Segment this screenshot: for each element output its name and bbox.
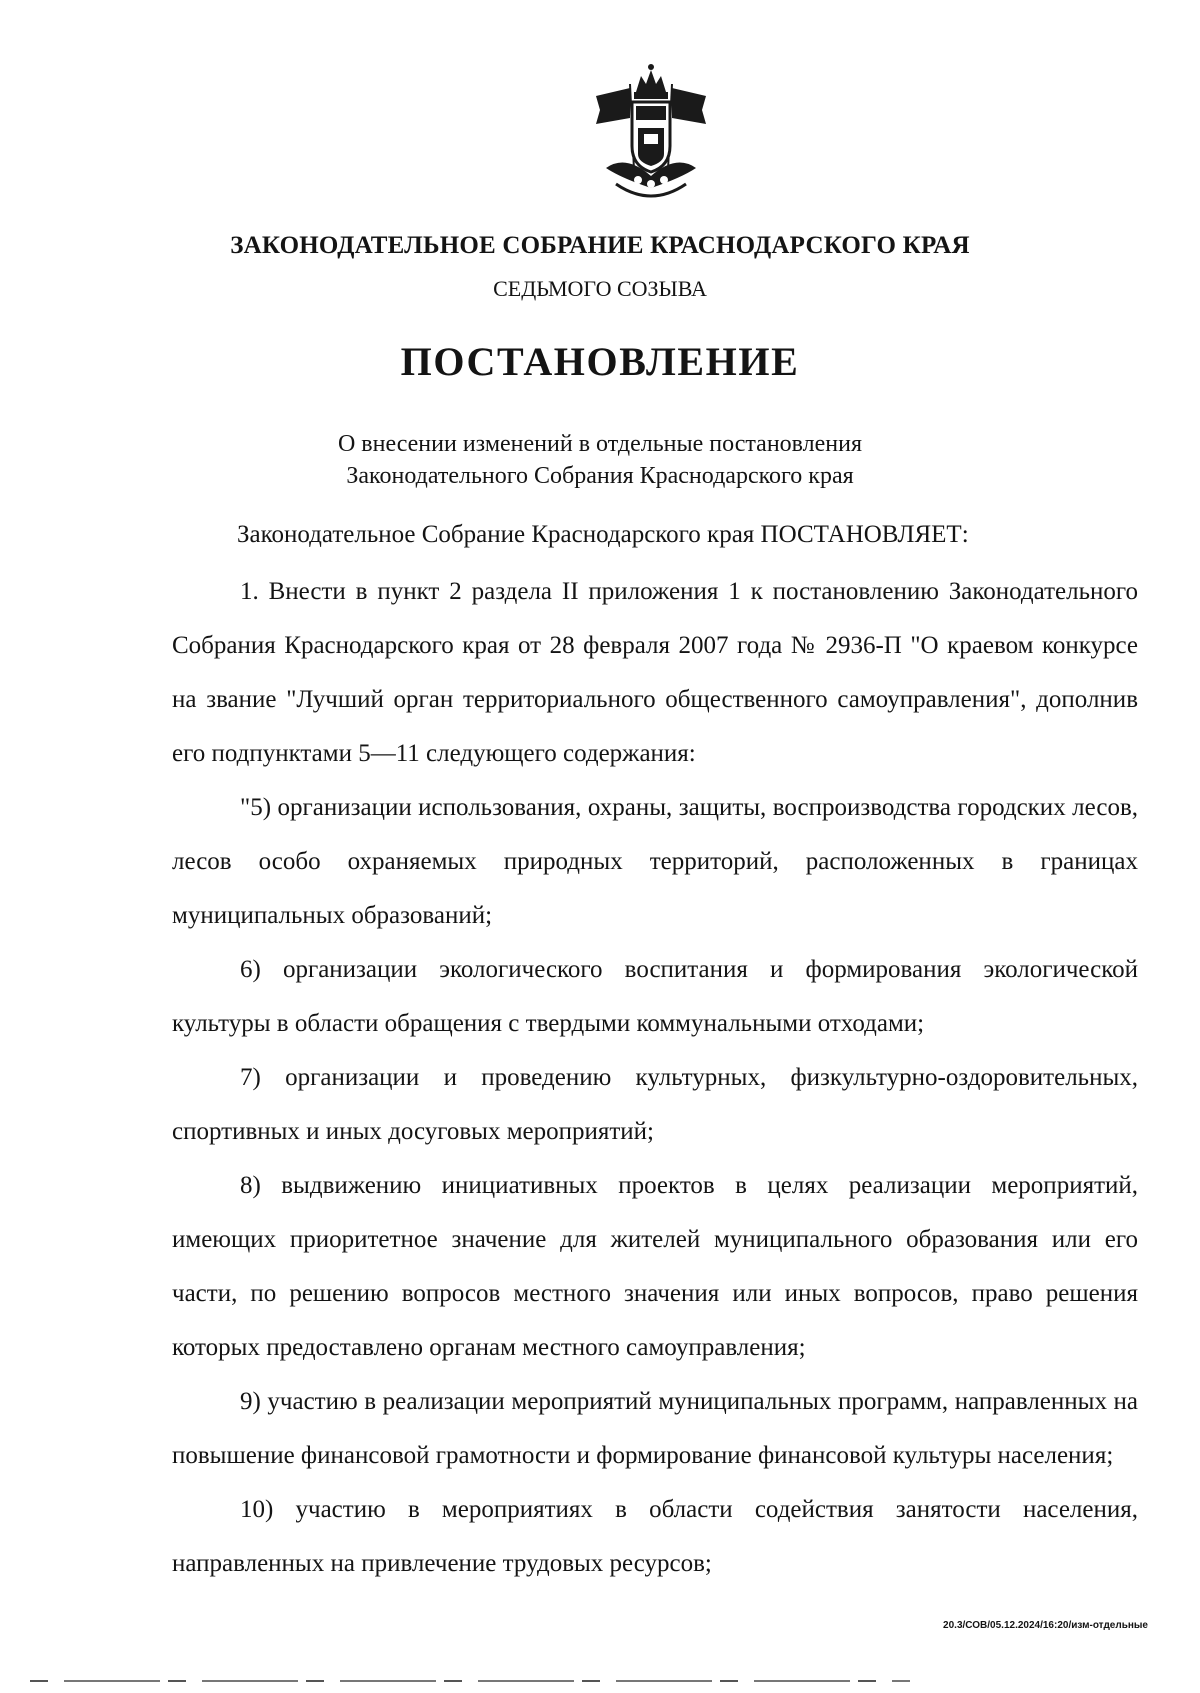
subject-line-2: Законодательного Собрания Краснодарского края: [346, 463, 854, 489]
subitem-8: 8) выдвижению инициативных проектов в целях реализации мероприятий, имеющих приоритетное значение для жителей муниципального образования или его части, по решению вопросов местного значения или иных вопросов, право решения которых предоставлено органам местного самоуправления;: [172, 1172, 1138, 1361]
paragraph-1: 1. Внести в пункт 2 раздела II приложения 1 к постановлению Законодательного Собрания Краснодарского края от 28 февраля 2007 года № 2936-П "О краевом конкурсе на звание "Лучший орган территориального общественного самоуправления", дополнив его подпунктами 5—11 следующего содержания:: [172, 578, 1138, 767]
document-subject: [0, 428, 1200, 492]
organization-name: ЗАКОНОДАТЕЛЬНОЕ СОБРАНИЕ КРАСНОДАРСКОГО КРАЯ: [230, 232, 970, 259]
subject-line-1: О внесении изменений в отдельные постановления: [337, 431, 863, 457]
subitem-7: 7) организации и проведению культурных, физкультурно-оздоровительных, спортивных и иных досуговых мероприятий;: [172, 1064, 1138, 1145]
preamble: Законодательное Собрание Краснодарского края ПОСТАНОВЛЯЕТ:: [237, 521, 969, 548]
subitem-9: 9) участию в реализации мероприятий муниципальных программ, направленных на повышение финансовой грамотности и формирование финансовой культуры населения;: [172, 1388, 1138, 1469]
scan-edge-divider: [30, 1680, 910, 1682]
subitem-5: "5) организации использования, охраны, защиты, воспроизводства городских лесов, лесов особо охраняемых природных территорий, расположенных в границах муниципальных образований;: [172, 794, 1138, 929]
subitem-10: 10) участию в мероприятиях в области содействия занятости населения, направленных на привлечение трудовых ресурсов;: [172, 1496, 1138, 1577]
convocation-label: СЕДЬМОГО СОЗЫВА: [493, 276, 707, 301]
subitem-6: 6) организации экологического воспитания и формирования экологической культуры в области обращения с твердыми коммунальными отходами;: [172, 956, 1138, 1037]
file-code: 20.3/СОВ/05.12.2024/16:20/изм-отдельные: [943, 1620, 1148, 1631]
document-type-title: ПОСТАНОВЛЕНИЕ: [400, 339, 800, 384]
coat-of-arms-icon: [586, 58, 716, 208]
document-body: [172, 565, 1138, 1591]
